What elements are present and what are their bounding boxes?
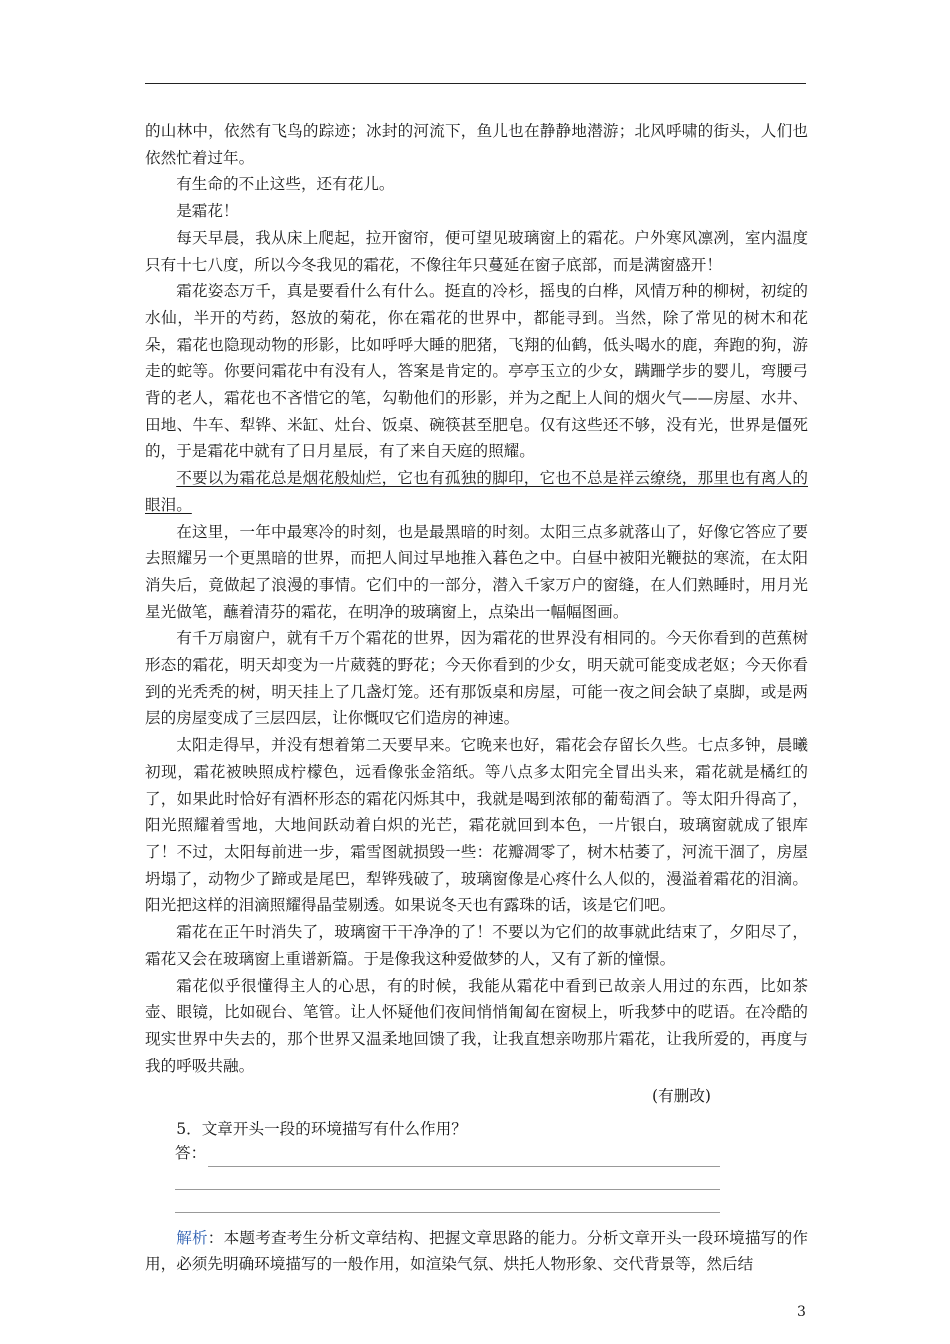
analysis-paragraph [145,1225,808,1278]
answer-label: 答： [175,1144,207,1163]
analysis-text: ：本题考查考生分析文章结构、把握文章思路的能力。分析文章开头一段环境描写的作用，必须先明确环境描写的一般作用，如渲染气氛、烘托人物形象、交代背景等，然后结 [145,1228,808,1274]
answer-blank[interactable] [208,1152,720,1167]
paragraph: 有生命的不止这些，还有花儿。 [176,175,395,194]
paragraph: 在这里，一年中最寒冷的时刻，也是最黑暗的时刻。太阳三点多就落山了，好像它答应了要去照耀另一个更黑暗的世界，而把人间过早地推入暮色之中。白昼中被阳光鞭挞的寒流，在太阳消失后，竟做起了浪漫的事情。它们中的一部分，潜入千家万户的窗缝，在人们熟睡时，用月光星光做笔，蘸着清芬的霜花，在明净的玻璃窗上，点染出一幅幅图画。 [145,522,808,621]
answer-line-3[interactable] [175,1190,720,1213]
paragraph: 霜花似乎很懂得主人的心思，有的时候，我能从霜花中看到已故亲人用过的东西，比如茶壶、眼镜，比如砚台、笔管。让人怀疑他们夜间悄悄匍匐在窗棂上，听我梦中的呓语。在冷酷的现实世界中失去的，那个世界又温柔地回馈了我，让我直想亲吻那片霜花，让我所爱的，再度与我的呼吸共融。 [145,976,808,1075]
answer-line-2[interactable] [175,1167,720,1190]
source-note: (有删改) [652,1087,711,1106]
underlined-paragraph [145,465,808,518]
underlined-sentence: 不要以为霜花总是烟花般灿烂，它也有孤独的脚印，它也不总是祥云缭绕，那里也有离人的眼泪。 [145,469,808,514]
paragraph: 每天早晨，我从床上爬起，拉开窗帘，便可望见玻璃窗上的霜花。户外寒风凛冽，室内温度只有十七八度，所以今冬我见的霜花，不像往年只蔓延在窗子底部，而是满窗盛开！ [145,228,808,274]
paragraph: 的山林中，依然有飞鸟的踪迹；冰封的河流下，鱼儿也在静静地潜游；北风呼啸的街头，人们也依然忙着过年。 [145,122,808,167]
header-rule [145,83,806,84]
answer-area[interactable] [145,1143,720,1213]
answer-line-1[interactable] [175,1143,720,1167]
paragraph: 是霜花！ [176,202,239,221]
paragraph: 霜花姿态万千，真是要看什么有什么。挺直的冷杉，摇曳的白桦，风情万种的柳树，初绽的水仙，半开的芍药，怒放的菊花，你在霜花的世界中，都能寻到。当然，除了常见的树木和花朵，霜花也隐现动物的形影，比如呼呼大睡的肥猪，飞翔的仙鹤，低头喝水的鹿，奔跑的狗，游走的蛇等。你要问霜花中有没有人，答案是肯定的。亭亭玉立的少女，蹒跚学步的婴儿，弯腰弓背的老人，霜花也不吝惜它的笔，勾勒他们的形影，并为之配上人间的烟火气——房屋、水井、田地、牛车、犁铧、米缸、灶台、饭桌、碗筷甚至肥皂。仅有这些还不够，没有光，世界是僵死的，于是霜花中就有了日月星辰，有了来自天庭的照耀。 [145,282,808,461]
analysis-label: 解析 [176,1228,208,1247]
paragraph: 太阳走得早，并没有想着第二天要早来。它晚来也好，霜花会存留长久些。七点多钟，晨曦初现，霜花被映照成柠檬色，远看像张金箔纸。等八点多太阳完全冒出头来，霜花就是橘红的了，如果此时恰好有酒杯形态的霜花闪烁其中，我就是喝到浓郁的葡萄酒了。等太阳升得高了，阳光照耀着雪地，大地间跃动着白炽的光芒，霜花就回到本色，一片银白，玻璃窗就成了银库了！不过，太阳每前进一步，霜雪图就损毁一些：花瓣凋零了，树木枯萎了，河流干涸了，房屋坍塌了，动物少了蹄或是尾巴，犁铧残破了，玻璃窗像是心疼什么人似的，漫溢着霜花的泪滴。阳光把这样的泪滴照耀得晶莹剔透。如果说冬天也有露珠的话，该是它们吧。 [145,736,808,915]
question-5: 5．文章开头一段的环境描写有什么作用？ [176,1120,467,1139]
paragraph: 霜花在正午时消失了，玻璃窗干干净净的了！不要以为它们的故事就此结束了，夕阳尽了，霜花又会在玻璃窗上重谱新篇。于是像我这种爱做梦的人，又有了新的憧憬。 [145,923,808,968]
article-body [145,118,808,1278]
paragraph: 有千万扇窗户，就有千万个霜花的世界，因为霜花的世界没有相同的。今天你看到的芭蕉树形态的霜花，明天却变为一片葳蕤的野花；今天你看到的少女，明天就可能变成老妪；今天你看到的光秃秃的树，明天挂上了几盏灯笼。还有那饭桌和房屋，可能一夜之间会缺了桌脚，或是两层的房屋变成了三层四层，让你慨叹它们造房的神速。 [145,629,808,728]
page-number: 3 [797,1304,806,1320]
